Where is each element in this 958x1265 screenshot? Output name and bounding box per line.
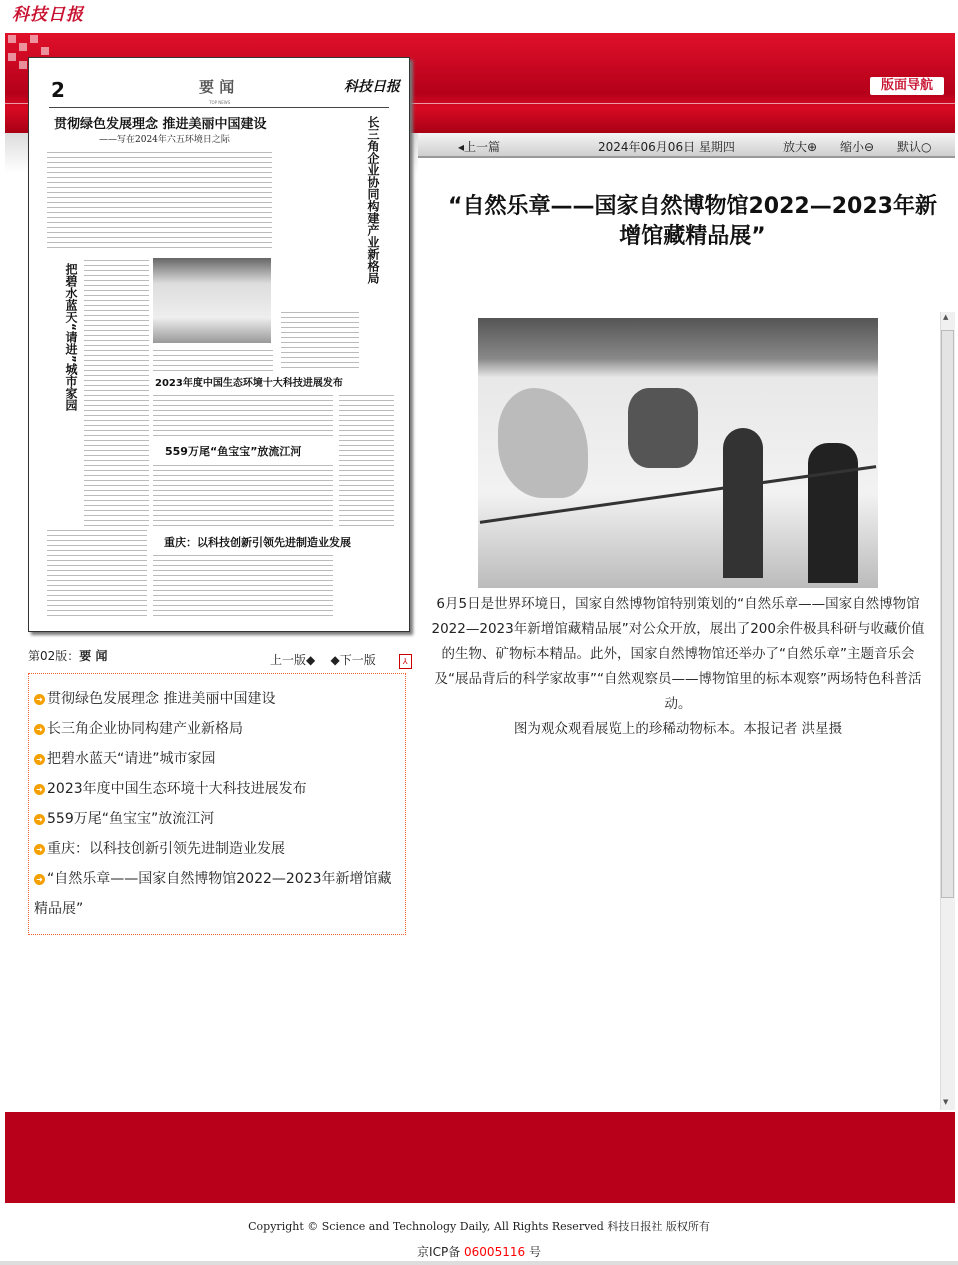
article-paragraph: 6月5日是世界环境日，国家自然博物馆特别策划的“自然乐章——国家自然博物馆2022—2023年新增馆藏精品展”对公众开放，展出了200余件极具科研与收藏价值的生物、矿物标本精品。此外，国家自然博物馆还举办了“自然乐章”主题音乐会及“展品背后的科学家故事”“自然观察员——博物馆里的标本观察”两场特色科普活动。 xyxy=(431,596,925,712)
section-title: 要 闻 xyxy=(199,78,235,96)
circle-icon: ○ xyxy=(921,140,932,154)
article-photo xyxy=(478,318,878,588)
list-item[interactable]: ➜ 长三角企业协同构建产业新格局 xyxy=(34,714,401,744)
arrow-icon: ➜ xyxy=(34,724,45,735)
minus-circle-icon: ⊖ xyxy=(864,140,875,154)
zoom-out-button[interactable]: 缩小⊖ xyxy=(840,140,875,154)
headline-2[interactable]: 长三角企业协同构建产业新格局 xyxy=(366,116,380,284)
arrow-icon: ➜ xyxy=(34,874,45,885)
icp-record: 京ICP备 06005116 号 xyxy=(417,1245,541,1259)
arrow-icon: ➜ xyxy=(34,694,45,705)
page-number: 2 xyxy=(51,78,65,102)
edition-name: 要 闻 xyxy=(79,649,108,663)
photo-caption: 图为观众观看展览上的珍稀动物标本。本报记者 洪星摄 xyxy=(513,721,843,737)
footer-banner xyxy=(5,1112,955,1203)
scroll-up-icon[interactable]: ▲ xyxy=(943,313,949,321)
edition-number: 第02版： xyxy=(28,649,80,663)
pdf-icon[interactable]: ⅄ xyxy=(399,654,412,669)
list-item[interactable]: ➜ 把碧水蓝天“请进”城市家园 xyxy=(34,744,401,774)
edition-label xyxy=(28,647,107,664)
next-edition-link[interactable]: ◆下一版 xyxy=(330,653,376,667)
list-item[interactable]: ➜ 2023年度中国生态环境十大科技进展发布 xyxy=(34,774,401,804)
photo-thumbnail xyxy=(153,258,271,343)
issue-date: 2024年06月06日 星期四 xyxy=(598,140,735,154)
headline-5[interactable]: 559万尾“鱼宝宝”放流江河 xyxy=(165,445,302,458)
zoom-in-button[interactable]: 放大⊕ xyxy=(783,140,818,154)
masthead: 科技日报 xyxy=(344,79,400,95)
article-list xyxy=(28,673,406,935)
headline-1[interactable]: 贯彻绿色发展理念 推进美丽中国建设 xyxy=(54,117,267,132)
list-item[interactable]: ➜ 重庆：以科技创新引领先进制造业发展 xyxy=(34,834,401,864)
newspaper-page-image[interactable] xyxy=(28,57,410,632)
list-item[interactable]: ➜ “自然乐章——国家自然博物馆2022—2023年新增馆藏精品展” xyxy=(34,871,392,917)
article-title: “自然乐章——国家自然博物馆2022—2023年新增馆藏精品展” xyxy=(448,194,937,249)
arrow-icon: ➜ xyxy=(34,784,45,795)
headline-4[interactable]: 2023年度中国生态环境十大科技进展发布 xyxy=(155,378,343,389)
subheadline-1: ——写在2024年六五环境日之际 xyxy=(99,135,230,145)
board-nav-button[interactable]: 版面导航 xyxy=(870,77,944,95)
icp-link[interactable]: 06005116 xyxy=(464,1245,526,1259)
arrow-icon: ➜ xyxy=(34,844,45,855)
bottom-divider xyxy=(0,1261,958,1265)
article-body xyxy=(428,592,928,742)
scrollbar-thumb[interactable] xyxy=(941,330,954,898)
site-logo: 科技日报 xyxy=(12,5,84,25)
headline-6[interactable]: 重庆：以科技创新引领先进制造业发展 xyxy=(164,536,351,549)
list-item[interactable]: ➜ 贯彻绿色发展理念 推进美丽中国建设 xyxy=(34,684,401,714)
headline-3[interactable]: 把碧水蓝天“请进”城市家园 xyxy=(64,263,78,411)
prev-edition-link[interactable]: 上一版◆ xyxy=(270,653,316,667)
default-size-button[interactable]: 默认○ xyxy=(897,140,932,154)
scroll-down-icon[interactable]: ▼ xyxy=(943,1098,949,1106)
copyright: Copyright © Science and Technology Daily, All Rights Reserved 科技日报社 版权所有 xyxy=(248,1220,710,1233)
prev-article-link[interactable]: ◂上一篇 xyxy=(458,140,501,154)
section-en: TOP NEWS xyxy=(209,100,231,105)
edition-pager xyxy=(270,651,412,669)
list-item[interactable]: ➜ 559万尾“鱼宝宝”放流江河 xyxy=(34,804,401,834)
toolbar xyxy=(418,133,955,158)
arrow-icon: ➜ xyxy=(34,814,45,825)
arrow-icon: ➜ xyxy=(34,754,45,765)
plus-circle-icon: ⊕ xyxy=(807,140,818,154)
